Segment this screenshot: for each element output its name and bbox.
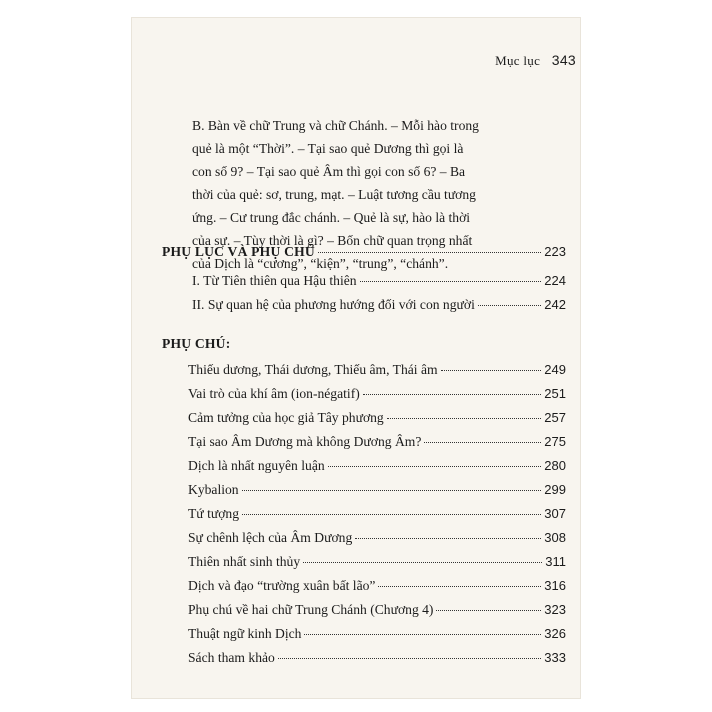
toc-row[interactable] <box>188 506 566 526</box>
toc-row[interactable] <box>188 578 566 598</box>
toc-row[interactable] <box>188 434 566 454</box>
toc-label: Sách tham khảo <box>188 650 275 665</box>
toc-label: Dịch là nhất nguyên luận <box>188 458 325 473</box>
toc-page: 326 <box>544 626 566 641</box>
dot-leader <box>242 514 541 515</box>
toc-label: Dịch và đạo “trường xuân bất lão” <box>188 578 376 593</box>
toc-heading-appendix[interactable] <box>162 244 566 264</box>
dot-leader <box>436 610 541 611</box>
toc-row[interactable] <box>188 386 566 406</box>
toc-page: 333 <box>544 650 566 665</box>
dot-leader <box>318 252 541 253</box>
dot-leader <box>278 658 541 659</box>
toc-page: 307 <box>544 506 566 521</box>
toc-label: Vai trò của khí âm (ion-négatif) <box>188 386 360 401</box>
page-number: 343 <box>551 52 576 68</box>
running-head-title: Mục lục <box>495 53 541 68</box>
toc-label: II. Sự quan hệ của phương hướng đối với con người <box>192 297 475 312</box>
toc-page: 275 <box>544 434 566 449</box>
toc-row[interactable] <box>192 297 566 317</box>
dot-leader <box>378 586 541 587</box>
toc-label: Thiên nhất sinh thủy <box>188 554 301 569</box>
toc-page: 311 <box>545 554 566 569</box>
toc-label: Thiếu dương, Thái dương, Thiếu âm, Thái âm <box>188 362 438 377</box>
dot-leader <box>242 490 542 491</box>
toc-page: 323 <box>544 602 566 617</box>
toc-label: Sự chênh lệch của Âm Dương <box>188 530 353 545</box>
toc-label: PHỤ LỤC VÀ PHỤ CHÚ <box>162 244 315 259</box>
toc-page: 257 <box>544 410 566 425</box>
toc-entry-description: B. Bàn về chữ Trung và chữ Chánh. – Mỗi hào trong quẻ là một “Thời”. – Tại sao quẻ Dương thì gọi là con số 9? – Tại sao quẻ Âm thì gọi con số 6? – Ba thời của quẻ: sơ, trung, mạt. – Luật tương cầu tương ứng. – Cư trung đắc chánh. – Quẻ là sự, hào là thời của sự. – Tùy thời là gì? – Bốn chữ quan trọng nhất của Dịch là “cương”, “kiện”, “trung”, “chánh”. <box>192 118 479 271</box>
toc-page: 249 <box>544 362 566 377</box>
toc-row[interactable] <box>188 410 566 430</box>
toc-row[interactable] <box>192 273 566 293</box>
toc-page: 280 <box>544 458 566 473</box>
toc-page: 223 <box>544 244 566 259</box>
toc-page: 251 <box>544 386 566 401</box>
toc-row[interactable] <box>188 362 566 382</box>
notes-heading: PHỤ CHÚ: <box>162 336 231 351</box>
toc-page: 299 <box>544 482 566 497</box>
dot-leader <box>424 442 541 443</box>
toc-label: I. Từ Tiên thiên qua Hậu thiên <box>192 273 357 288</box>
toc-row[interactable] <box>188 458 566 478</box>
toc-page: 308 <box>544 530 566 545</box>
book-page <box>132 18 580 698</box>
toc-row[interactable] <box>188 626 566 646</box>
running-head <box>495 52 576 69</box>
toc-page: 316 <box>544 578 566 593</box>
toc-row[interactable] <box>188 554 566 574</box>
dot-leader <box>441 370 542 371</box>
toc-row[interactable] <box>188 602 566 622</box>
toc-row[interactable] <box>188 482 566 502</box>
toc-label: Tứ tượng <box>188 506 239 521</box>
toc-row[interactable] <box>188 650 566 670</box>
toc-label: Phụ chú về hai chữ Trung Chánh (Chương 4) <box>188 602 434 617</box>
dot-leader <box>355 538 541 539</box>
dot-leader <box>303 562 542 563</box>
toc-row[interactable] <box>188 530 566 550</box>
dot-leader <box>387 418 542 419</box>
toc-label: Cảm tưởng của học giả Tây phương <box>188 410 384 425</box>
dot-leader <box>328 466 542 467</box>
toc-label: Thuật ngữ kinh Dịch <box>188 626 302 641</box>
dot-leader <box>304 634 541 635</box>
toc-page: 224 <box>544 273 566 288</box>
toc-page: 242 <box>544 297 566 312</box>
dot-leader <box>360 281 542 282</box>
dot-leader <box>363 394 542 395</box>
toc-label: Tại sao Âm Dương mà không Dương Âm? <box>188 434 422 449</box>
dot-leader <box>478 305 541 306</box>
toc-label: Kybalion <box>188 482 239 497</box>
